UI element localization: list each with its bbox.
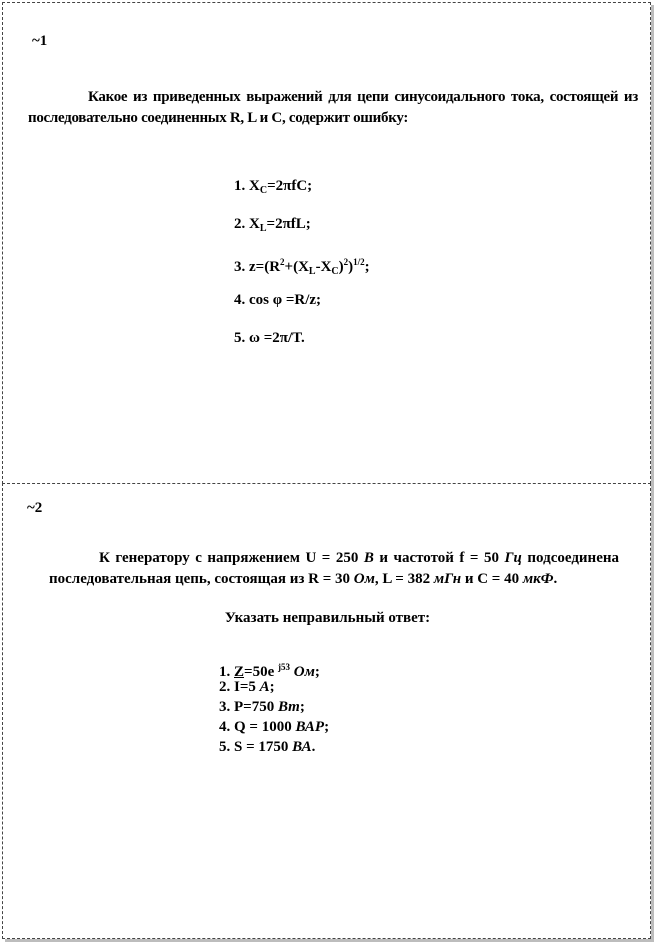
question-number: ~1 xyxy=(32,33,48,49)
answer-options xyxy=(219,657,329,757)
answer-option-2[interactable]: 2. I=5 А; xyxy=(219,679,275,695)
question-2-card xyxy=(2,483,651,939)
answer-option-1[interactable]: 1. $X_C=2\pi fC$; xyxy=(234,178,313,196)
answer-option-2[interactable]: 2. $X_L=2\pi fL$; xyxy=(234,216,311,234)
answer-option-3[interactable]: 3. P=750 Вт; xyxy=(219,699,305,715)
answer-option-4[interactable]: 4. cos φ =R/z; xyxy=(234,292,322,308)
question-number: ~2 xyxy=(27,500,43,516)
question-instruction: Указать неправильный ответ: xyxy=(224,610,431,626)
answer-option-3[interactable]: 3. $z=(R^2+(X_L-X_C)^2)^{1/2}$; xyxy=(234,257,370,277)
answer-options xyxy=(234,173,370,363)
question-text: К генератору с напряжением U = 250 В и частотой f = 50 Гц подсоединена последовательная цепь, состоящая из R = 30 Ом, L = 382 мГн и C = 40 мкФ. xyxy=(49,550,620,587)
question-text: Какое из приведенных выражений для цепи синусоидального тока, состоящей из последовательно соединенных R, L и C, содержит ошибку: xyxy=(28,89,638,126)
answer-option-4[interactable]: 4. Q = 1000 ВАР; xyxy=(219,719,330,735)
answer-option-5[interactable]: 5. S = 1750 ВА. xyxy=(219,739,316,755)
question-1-card xyxy=(2,2,651,484)
answer-option-1[interactable]: 1. Z=50e $^{j53}$ Ом; xyxy=(219,662,320,680)
answer-option-5[interactable]: 5. ω =2π/T. xyxy=(234,330,305,346)
